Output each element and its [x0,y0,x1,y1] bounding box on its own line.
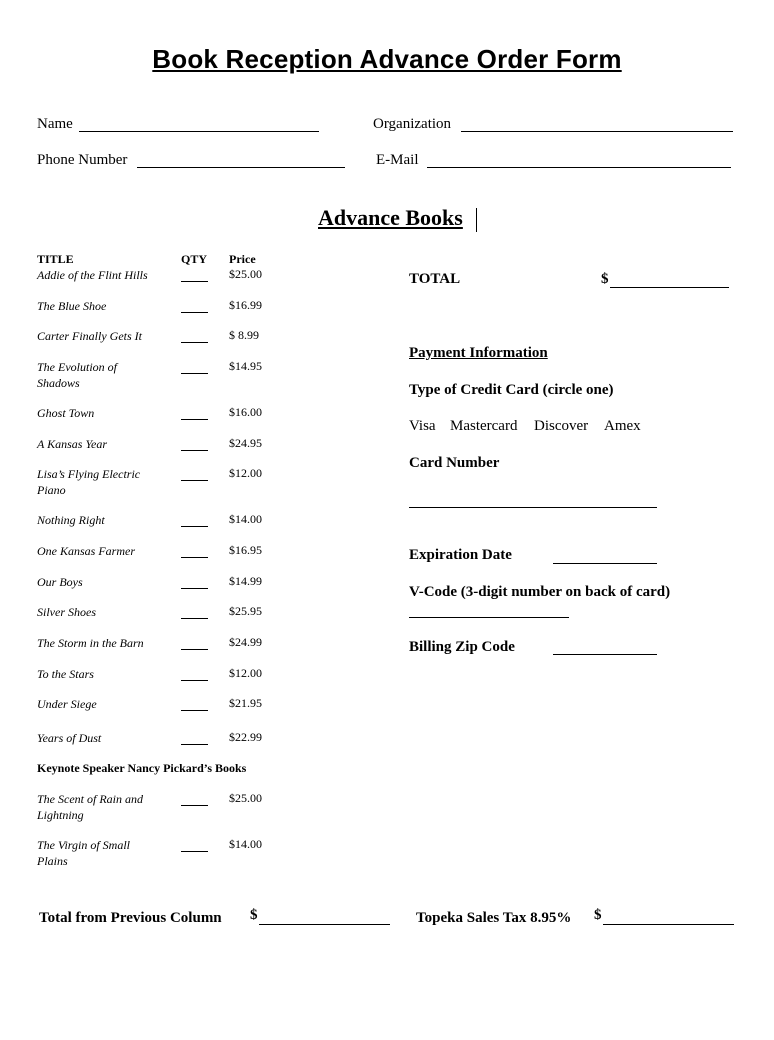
book-title: Carter Finally Gets It [37,329,142,343]
total-currency: $ [601,271,609,287]
card-option-visa[interactable]: Visa [409,418,436,434]
payment-heading: Payment Information [409,345,548,361]
qty-field[interactable] [181,450,208,451]
organization-field[interactable] [461,131,733,132]
page-title: Book Reception Advance Order Form [152,44,622,74]
text-cursor [476,208,477,232]
book-price: $14.00 [229,512,262,526]
phone-field[interactable] [137,167,345,168]
email-label: E-Mail [376,152,419,168]
book-title: A Kansas Year [37,437,108,451]
book-title: Ghost Town [37,406,95,420]
header-title: TITLE [37,252,74,266]
qty-field[interactable] [181,744,208,745]
card-type-label: Type of Credit Card (circle one) [409,382,614,398]
expiration-label: Expiration Date [409,547,512,563]
book-title: Addie of the Flint Hills [37,268,148,282]
book-title: To the Stars [37,667,94,681]
book-title: Years of Dust [37,731,102,745]
book-title: Under Siege [37,697,97,711]
keynote-heading: Keynote Speaker Nancy Pickard’s Books [37,761,247,775]
qty-field[interactable] [181,588,208,589]
book-title: Lisa’s Flying Electric Piano [37,467,141,497]
card-option-amex[interactable]: Amex [604,418,641,434]
zip-label: Billing Zip Code [409,639,515,655]
qty-field[interactable] [181,373,208,374]
prev-total-field[interactable] [259,924,390,925]
tax-label: Topeka Sales Tax 8.95% [416,910,572,926]
total-label: TOTAL [409,271,461,287]
book-price: $22.99 [229,730,262,744]
qty-field[interactable] [181,312,208,313]
book-title: Our Boys [37,575,83,589]
book-price: $12.00 [229,666,262,680]
book-price: $25.00 [229,267,262,281]
qty-field[interactable] [181,342,208,343]
book-price: $12.00 [229,466,262,480]
prev-total-currency: $ [250,907,258,923]
vcode-field[interactable] [409,617,569,618]
book-price: $16.99 [229,298,262,312]
book-title: The Scent of Rain and Lightning [37,792,143,822]
qty-field[interactable] [181,805,208,806]
book-price: $14.00 [229,837,262,851]
qty-field[interactable] [181,281,208,282]
header-price: Price [229,252,256,266]
book-title: The Blue Shoe [37,299,107,313]
card-number-label: Card Number [409,455,500,471]
vcode-label: V-Code (3-digit number on back of card) [409,584,671,600]
prev-total-label: Total from Previous Column [39,910,222,926]
name-field[interactable] [79,131,319,132]
header-qty: QTY [181,252,208,266]
card-option-mastercard[interactable]: Mastercard [450,418,518,434]
book-price: $25.95 [229,604,262,618]
qty-field[interactable] [181,419,208,420]
email-field[interactable] [427,167,731,168]
organization-label: Organization [373,116,452,132]
book-title: The Virgin of Small Plains [37,838,130,868]
book-price: $16.95 [229,543,262,557]
qty-field[interactable] [181,680,208,681]
book-price: $ 8.99 [229,328,259,342]
qty-field[interactable] [181,851,208,852]
qty-field[interactable] [181,480,208,481]
book-title: Nothing Right [37,513,105,527]
name-label: Name [37,116,73,132]
zip-field[interactable] [553,654,657,655]
book-title: Silver Shoes [37,605,96,619]
tax-currency: $ [594,907,602,923]
book-title: One Kansas Farmer [37,544,135,558]
total-field[interactable] [610,287,729,288]
book-title: The Storm in the Barn [37,636,144,650]
book-price: $24.99 [229,635,262,649]
book-title: The Evolution of Shadows [37,360,117,390]
book-price: $24.95 [229,436,262,450]
expiration-field[interactable] [553,563,657,564]
qty-field[interactable] [181,557,208,558]
book-price: $16.00 [229,405,262,419]
book-price: $14.99 [229,574,262,588]
section-title: Advance Books [318,205,463,230]
card-option-discover[interactable]: Discover [534,418,589,434]
qty-field[interactable] [181,710,208,711]
qty-field[interactable] [181,526,208,527]
qty-field[interactable] [181,649,208,650]
tax-field[interactable] [603,924,734,925]
card-number-field[interactable] [409,507,657,508]
phone-label: Phone Number [37,152,128,168]
book-price: $14.95 [229,359,262,373]
book-price: $25.00 [229,791,262,805]
qty-field[interactable] [181,618,208,619]
book-price: $21.95 [229,696,262,710]
